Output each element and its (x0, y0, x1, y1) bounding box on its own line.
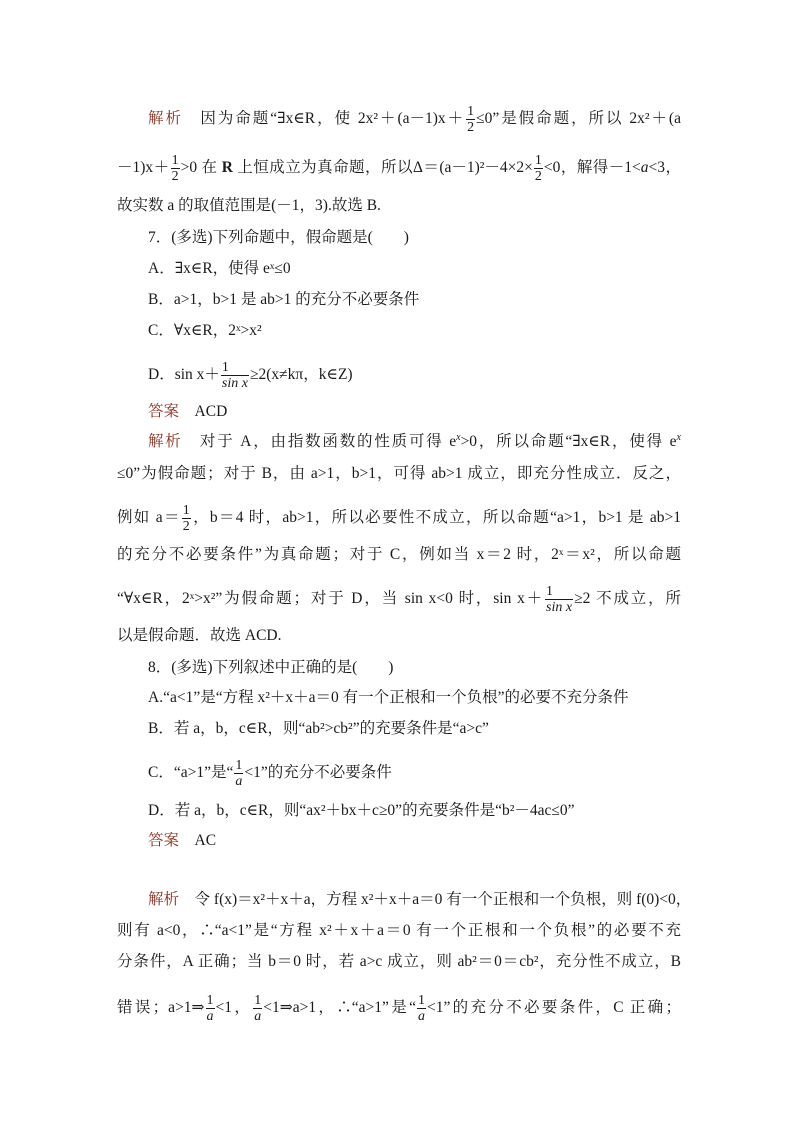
fraction-one-half: $\frac{1}{2}$ (534, 153, 542, 184)
question-8-option-d: D．若 a，b，c∈R，则“ax²＋bx＋c≥0”的充要条件是“b²－4ac≤0” (148, 802, 575, 819)
solution-7-line-1: 解析 对于 A，由指数函数的性质可得 $e^x>0$，所以命题“∃x∈R，使得 $e^x$ (148, 432, 681, 450)
solution-label: 解析 (148, 110, 183, 128)
answer-label: 答案 (148, 832, 180, 849)
solution-6-line-1: 解析 因为命题“∃x∈R，使 2x²＋(a－1)x＋ $\frac{1}{2}$ ≤0”是假命题，所以 2x²＋(a (148, 104, 681, 135)
solution-7-line-6: 以是假命题．故选 ACD. (117, 627, 282, 644)
fraction-one-over-a: $\frac{1}{a}$ (254, 993, 262, 1024)
solution-8-line-2: 则有 a<0，∴“a<1”是“方程 x²＋x＋a＝0 有一个正根和一个负根”的必要不充 (117, 922, 681, 939)
solution-8-line-1: 解析 令 f(x)＝x²＋x＋a，方程 x²＋x＋a＝0 有一个正根和一个负根，则 f(0)<0， (148, 891, 692, 908)
fraction-one-over-a: $\frac{1}{a}$ (417, 993, 425, 1024)
question-8-option-c: C．“a>1”是“ $\frac{1}{a}$ <1”的充分不必要条件 (148, 758, 392, 789)
question-7-option-b: B．a>1，b>1 是 ab>1 的充分不必要条件 (148, 291, 420, 308)
answer-label: 答案 (148, 403, 180, 420)
fraction-one-over-sinx: $\frac{1}{\text{sin x}}$ (546, 584, 573, 615)
question-7-stem: 7．(多选)下列命题中，假命题是( ) (148, 229, 409, 246)
solution-7-line-4: 的充分不必要条件”为真命题；对于 C，例如当 x＝2 时，2ˣ＝x²，所以命题 (117, 546, 681, 563)
solution-7-line-2: ≤0”为假命题；对于 B，由 a>1，b>1，可得 ab>1 成立，即充分性成立．反之， (117, 465, 681, 482)
solution-label: 解析 (148, 891, 180, 908)
solution-8-line-4: 错误；a>1⇒ $\frac{1}{a}$ <1， $\frac{1}{a}$ <1⇒a>1，∴“a>1”是“ $\frac{1}{a}$ <1”的充分不必要条件，C 正确； (117, 993, 681, 1024)
solution-label: 解析 (148, 433, 183, 450)
solution-7-line-5: “∀x∈R，2ˣ>x²”为假命题；对于 D，当 sin x<0 时，sin x＋ $\frac{1}{\text{sin x}}$ ≥2 不成立，所 (117, 584, 681, 615)
fraction-one-half: $\frac{1}{2}$ (171, 153, 179, 184)
fraction-one-half: $\frac{1}{2}$ (467, 104, 475, 135)
question-7-option-a: A．∃x∈R，使得 eˣ≤0 (148, 260, 291, 277)
question-7-answer: 答案 ACD (148, 403, 228, 420)
solution-6-line-3: 故实数 a 的取值范围是(－1，3).故选 B. (117, 197, 381, 214)
fraction-one-over-sinx: $\frac{1}{\text{sin x}}$ (221, 360, 248, 391)
question-8-option-a: A.“a<1”是“方程 x²＋x＋a＝0 有一个正根和一个负根”的必要不充分条件 (148, 689, 629, 706)
solution-8-line-3: 分条件，A 正确；当 b＝0 时，若 a>c 成立，则 ab²＝0＝cb²，充分性不成立，B (117, 953, 681, 970)
fraction-one-over-a: $\frac{1}{a}$ (235, 758, 243, 789)
question-8-stem: 8．(多选)下列叙述中正确的是( ) (148, 659, 394, 676)
question-8-option-b: B．若 a，b，c∈R，则“ab²>cb²”的充要条件是“a>c” (148, 720, 489, 737)
fraction-one-half: $\frac{1}{2}$ (182, 503, 190, 534)
question-7-option-d: D．sin x＋ $\frac{1}{\text{sin x}}$ ≥2(x≠kπ，k∈Z) (148, 360, 353, 391)
question-7-option-c: C．∀x∈R，2ˣ>x² (148, 322, 262, 339)
solution-6-line-2: －1)x＋ $\frac{1}{2}$ >0 在 R 上恒成立为真命题，所以Δ＝(a－1)²－4×2× $\frac{1}{2}$ <0，解得－1<a<3， (117, 153, 681, 184)
question-8-answer: 答案 AC (148, 832, 217, 849)
solution-7-line-3: 例如 a＝ $\frac{1}{2}$ ，b＝4 时，ab>1，所以必要性不成立，所以命题“a>1，b>1 是 ab>1 (117, 503, 681, 534)
fraction-one-over-a: $\frac{1}{a}$ (206, 993, 214, 1024)
